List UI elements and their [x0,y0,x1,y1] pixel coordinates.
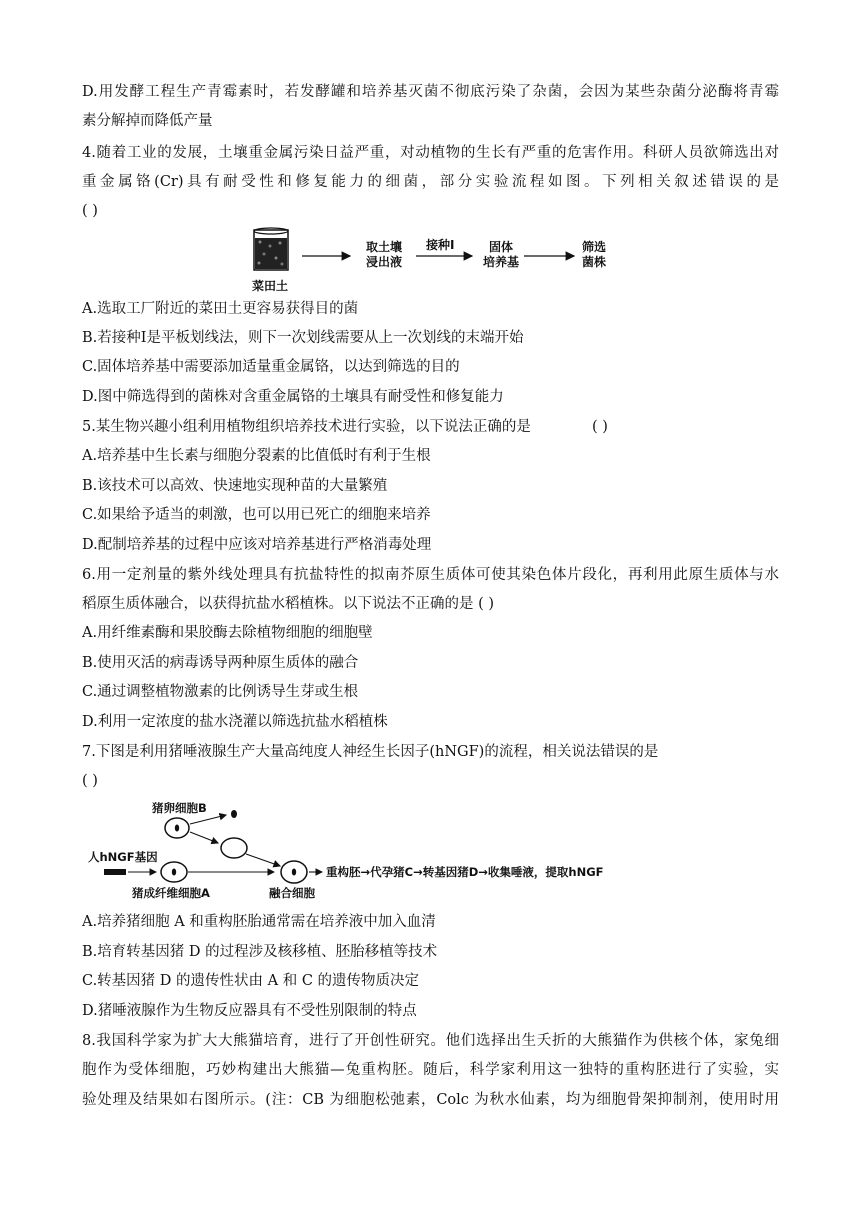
q4-option-c: C.固体培养基中需要添加适量重金属铬，以达到筛选的目的 [82,359,460,375]
step3-label-line1: 筛选 [582,240,607,254]
q5-option-c: C.如果给予适当的刺激，也可以用已死亡的细胞来培养 [82,507,431,523]
gene-segment-icon [104,869,126,875]
fused-cell-icon [281,861,307,883]
enucleated-egg-icon [221,838,247,858]
q3-option-d-line1: D.用发酵工程生产青霉素时，若发酵罐和培养基灭菌不彻底污染了杂菌，会因为某些杂菌分泌酶将青霉 [82,84,779,100]
q6-option-d: D.利用一定浓度的盐水浇灌以筛选抗盐水稻植株 [82,714,388,730]
hngf-gene-label: 人hNGF基因 [88,850,158,864]
q4-option-d: D.图中筛选得到的菌株对含重金属铬的土壤具有耐受性和修复能力 [82,389,504,405]
q5-answer-bracket: ( ) [592,419,608,435]
inoculation-label: 接种Ⅰ [426,238,455,252]
q4-flow-diagram [240,224,630,296]
q7-option-a: A.培养猪细胞 A 和重构胚胎通常需在培养液中加入血清 [82,914,436,930]
q6-stem-line1: 6.用一定剂量的紫外线处理具有抗盐特性的拟南芥原生质体可使其染色体片段化，再利用此原生质体与水 [82,567,779,583]
q8-stem-line2: 胞作为受体细胞，巧妙构建出大熊猫—兔重构胚。随后，科学家利用这一独特的重构胚进行了实验，实 [82,1062,779,1078]
q7-flow-diagram [82,796,662,904]
soil-beaker-icon [254,228,288,270]
q7-answer-bracket: ( ) [82,773,98,789]
q4-stem-line1: 4.随着工业的发展，土壤重金属污染日益严重，对动植物的生长有严重的危害作用。科研人员欲筛选出对 [82,145,779,161]
fibroblast-cell-icon [161,862,187,882]
q4-stem-line2: 重金属铬(Cr)具有耐受性和修复能力的细菌，部分实验流程如图。下列相关叙述错误的是 [82,174,779,190]
step3-label-line2: 菌株 [582,255,607,269]
q7-stem: 7.下图是利用猪唾液腺生产大量高纯度人神经生长因子(hNGF)的流程，相关说法错误的是 [82,744,659,760]
q5-option-b: B.该技术可以高效、快速地实现种苗的大量繁殖 [82,478,388,494]
q6-option-c: C.通过调整植物激素的比例诱导生芽或生根 [82,684,359,700]
q4-answer-bracket: ( ) [82,203,98,219]
q7-option-b: B.培育转基因猪 D 的过程涉及核移植、胚胎移植等技术 [82,944,438,960]
q5-option-a: A.培养基中生长素与细胞分裂素的比值低时有利于生根 [82,448,431,464]
fibroblast-label: 猪成纤维细胞A [132,886,210,900]
step1-label-line2: 浸出液 [366,255,403,269]
arrow-egg-to-enucleated [190,832,218,843]
q6-option-a: A.用纤维素酶和果胶酶去除植物细胞的细胞壁 [82,625,373,641]
egg-cell-icon [165,818,189,838]
egg-cell-label: 猪卵细胞B [152,801,207,815]
removed-nucleus-icon [231,810,237,818]
q8-stem-line1: 8.我国科学家为扩大大熊猫培育，进行了开创性研究。他们选择出生夭折的大熊猫作为供核个体，家兔细 [82,1033,779,1049]
arrow-enucleated-to-fused [246,854,280,866]
process-chain-text: 重构胚→代孕猪C→转基因猪D→收集唾液，提取hNGF [326,865,604,879]
step2-label-line1: 固体 [489,240,514,254]
q4-option-a: A.选取工厂附近的菜田土更容易获得目的菌 [82,301,359,317]
arrow-egg-to-nucleus [190,815,226,824]
q5-stem: 5.某生物兴趣小组利用植物组织培养技术进行实验，以下说法正确的是 [82,419,531,435]
q7-option-d: D.猪唾液腺作为生物反应器具有不受性别限制的特点 [82,1003,417,1019]
fused-cell-label: 融合细胞 [269,886,315,900]
q5-option-d: D.配制培养基的过程中应该对培养基进行严格消毒处理 [82,537,432,553]
q8-stem-line3: 验处理及结果如右图所示。(注：CB 为细胞松弛素，Colc 为秋水仙素，均为细胞骨架抑制剂，使用时用 [82,1092,779,1108]
q3-option-d-line2: 素分解掉而降低产量 [82,113,213,129]
q7-option-c: C.转基因猪 D 的遗传性状由 A 和 C 的遗传物质决定 [82,973,420,989]
step2-label-line2: 培养基 [483,255,520,269]
step1-label-line1: 取土壤 [366,240,403,254]
q4-option-b: B.若接种Ⅰ是平板划线法，则下一次划线需要从上一次划线的末端开始 [82,330,524,346]
soil-label: 菜田土 [252,279,289,293]
q6-option-b: B.使用灭活的病毒诱导两种原生质体的融合 [82,655,359,671]
q6-stem-line2: 稻原生质体融合，以获得抗盐水稻植株。以下说法不正确的是 ( ) [82,596,495,612]
